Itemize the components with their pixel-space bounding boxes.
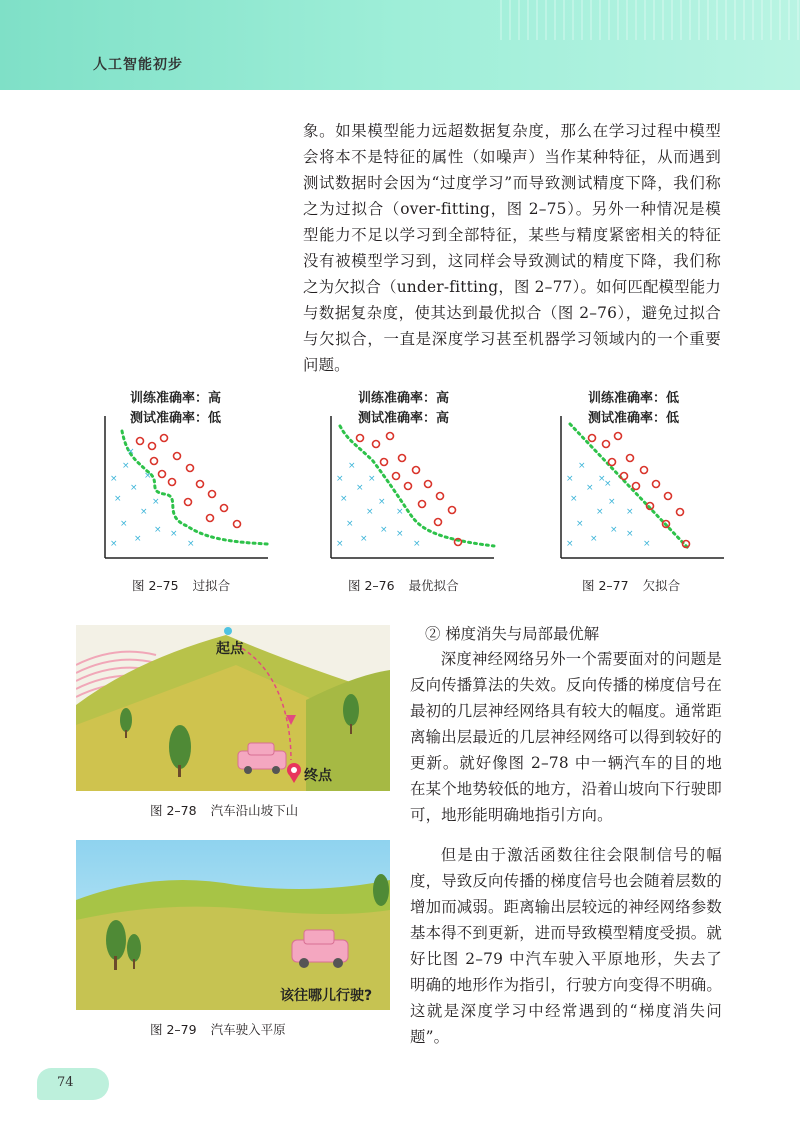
svg-text:×: × xyxy=(396,529,404,539)
svg-text:×: × xyxy=(596,507,604,517)
svg-text:×: × xyxy=(413,539,421,549)
svg-text:×: × xyxy=(586,483,594,493)
svg-text:×: × xyxy=(114,494,122,504)
svg-text:×: × xyxy=(378,497,386,507)
fig75-caption xyxy=(132,576,230,594)
paragraph-gradient-intro: 深度神经网络另外一个需要面对的问题是反向传播算法的失效。反向传播的梯度信号在最初的几层神经网络具有较大的幅度。通常距离输出层最近的几层神经网络可以得到较好的更新。就好像图 2–78 中一辆汽车的目的地在某个地势较低的地方，沿着山坡向下行驶即可，地形能明确地指引方向。 xyxy=(410,650,722,824)
fig75-train-label: 训练准确率：高 xyxy=(130,391,222,406)
svg-text:×: × xyxy=(120,519,128,529)
fig76-red-circles xyxy=(357,433,462,546)
svg-text:×: × xyxy=(356,483,364,493)
question-bubble-text: 该往哪儿行驶? xyxy=(280,988,373,1004)
fig75-fit-curve xyxy=(122,431,268,544)
fig75-caption-text: 过拟合 xyxy=(192,578,231,593)
svg-text:×: × xyxy=(576,519,584,529)
figure-car-downhill xyxy=(76,625,390,791)
fig77-caption xyxy=(582,576,680,594)
fig77-caption-text: 欠拟合 xyxy=(642,578,681,593)
fig75-caption-num: 图 2–75 xyxy=(132,578,179,593)
header-title: 人工智能初步 xyxy=(93,57,183,73)
fig76-caption-text: 最优拟合 xyxy=(408,578,459,593)
figure-optimal-fit-plot xyxy=(318,386,498,566)
fig77-blue-crosses xyxy=(566,461,651,549)
svg-text:×: × xyxy=(366,507,374,517)
svg-text:×: × xyxy=(154,525,162,535)
fig75-test-label: 测试准确率：低 xyxy=(130,411,222,426)
svg-text:×: × xyxy=(590,534,598,544)
svg-text:×: × xyxy=(626,529,634,539)
fig78-caption xyxy=(150,801,298,819)
svg-text:×: × xyxy=(110,539,118,549)
paragraph-overfitting: 象。如果模型能力远超数据复杂度，那么在学习过程中模型会将本不是特征的属性（如噪声）当作某种特征，从而遇到测试数据时会因为“过度学习”而导致测试精度下降，我们称之为过拟合（over-fitting，图 2–75）。另外一种情况是模型能力不足以学习到全部特征，某些与精度紧密相关的特征没有被模型学习到，这同样会导致测试的精度下降，我们称之为欠拟合（under-fitting，图 2–77）。如何匹配模型能力与数据复杂度，使其达到最优拟合（图 2–76），避免过拟合与欠拟合，一直是深度学习甚至机器学习领域内的一个重要问题。 xyxy=(303,122,721,374)
svg-text:×: × xyxy=(368,474,376,484)
figure-underfitting-plot xyxy=(548,386,728,566)
fig76-blue-crosses xyxy=(336,461,421,549)
svg-text:×: × xyxy=(127,447,135,457)
svg-text:×: × xyxy=(110,474,118,484)
svg-text:×: × xyxy=(144,471,152,481)
svg-text:×: × xyxy=(643,539,651,549)
svg-text:×: × xyxy=(152,497,160,507)
fig76-caption-num: 图 2–76 xyxy=(348,578,395,593)
svg-text:×: × xyxy=(140,507,148,517)
svg-text:×: × xyxy=(134,534,142,544)
fig77-caption-num: 图 2–77 xyxy=(582,578,629,593)
end-label: 终点 xyxy=(304,768,332,784)
svg-text:×: × xyxy=(396,507,404,517)
svg-text:×: × xyxy=(608,497,616,507)
svg-text:×: × xyxy=(170,529,178,539)
paragraph-vanishing-gradient: 但是由于激活函数往往会限制信号的幅度，导致反向传播的梯度信号也会随着层数的增加而减弱。距离输出层较远的神经网络参数基本得不到更新，进而导致模型精度受损。就好比图 2–79 中汽车驶入平原地形，失去了明确的地形作为指引，行驶方向变得不明确。这就是深度学习中经常遇到的“梯度消失问题”。 xyxy=(410,846,722,1046)
fig76-train-label: 训练准确率：高 xyxy=(358,391,450,406)
fig77-train-label: 训练准确率：低 xyxy=(588,391,680,406)
svg-text:×: × xyxy=(336,474,344,484)
start-label: 起点 xyxy=(216,641,244,657)
section-heading: ② 梯度消失与局部最优解 xyxy=(425,625,600,643)
fig78-caption-text: 汽车沿山坡下山 xyxy=(210,803,299,818)
svg-text:×: × xyxy=(578,461,586,471)
fig76-caption xyxy=(348,576,459,594)
fig78-caption-num: 图 2–78 xyxy=(150,803,197,818)
figure-car-plain xyxy=(76,840,390,1010)
fig79-caption-text: 汽车驶入平原 xyxy=(210,1022,286,1037)
figure-overfitting-plot xyxy=(92,386,272,566)
svg-text:×: × xyxy=(570,494,578,504)
svg-text:×: × xyxy=(566,539,574,549)
svg-text:×: × xyxy=(340,494,348,504)
fig77-test-label: 测试准确率：低 xyxy=(588,411,680,426)
svg-text:×: × xyxy=(360,534,368,544)
page-number: 74 xyxy=(57,1075,74,1090)
fig75-blue-crosses xyxy=(110,447,195,549)
svg-text:×: × xyxy=(122,461,130,471)
svg-text:×: × xyxy=(604,479,612,489)
svg-text:×: × xyxy=(598,474,606,484)
page-header xyxy=(0,0,800,90)
svg-text:×: × xyxy=(348,461,356,471)
svg-text:×: × xyxy=(187,539,195,549)
fig75-red-circles xyxy=(137,435,241,528)
svg-text:×: × xyxy=(336,539,344,549)
svg-text:×: × xyxy=(346,519,354,529)
header-decoration xyxy=(500,0,800,40)
svg-text:×: × xyxy=(130,483,138,493)
fig79-caption xyxy=(150,1020,286,1038)
svg-text:×: × xyxy=(566,474,574,484)
svg-text:×: × xyxy=(626,507,634,517)
svg-text:×: × xyxy=(380,525,388,535)
fig76-test-label: 测试准确率：高 xyxy=(358,411,450,426)
fig77-red-circles xyxy=(589,433,690,548)
page-number-badge xyxy=(37,1066,109,1102)
fig79-caption-num: 图 2–79 xyxy=(150,1022,197,1037)
start-pin-icon xyxy=(224,627,232,635)
svg-text:×: × xyxy=(610,525,618,535)
